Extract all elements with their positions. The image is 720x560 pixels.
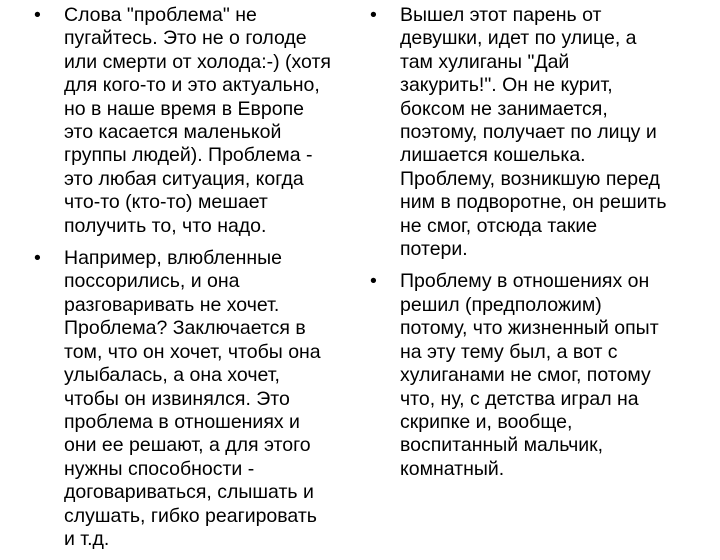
text-line: на эту тему был, а вот с [400, 340, 618, 363]
text-line: чтобы он извинялся. Это [64, 387, 290, 410]
text-line: разговаривать не хочет. [64, 293, 280, 316]
text-line: поссорились, и она [64, 270, 240, 293]
text-line: ним в подворотне, он решить [400, 191, 667, 214]
text-line: том, что он хочет, чтобы она [64, 340, 321, 363]
text-line: это любая ситуация, когда [64, 167, 304, 190]
text-line: не смог, отсюда такие [400, 214, 598, 237]
text-line: воспитанный мальчик, [400, 434, 604, 457]
left-column [34, 4, 352, 560]
text-line: проблема в отношениях и [64, 410, 300, 433]
text-line: что, ну, с детства играл на [400, 387, 639, 410]
right-bullet-item-2 [370, 270, 710, 481]
bullet-icon: • [370, 270, 377, 293]
text-line: комнатный. [400, 457, 505, 480]
text-line: хулиганами не смог, потому [400, 364, 651, 387]
right-column [370, 4, 710, 490]
text-line: скрипке и, вообще, [400, 410, 573, 433]
bullet-icon: • [34, 4, 41, 26]
text-line: они ее решают, а для этого [64, 434, 311, 457]
text-line: решил (предположим) [400, 293, 602, 316]
text-line: группы людей). Проблема - [64, 144, 313, 167]
text-line: договариваться, слышать и [64, 481, 314, 504]
bullet-icon: • [34, 247, 41, 270]
text-line: для кого-то и это актуально, [64, 74, 320, 97]
text-line: улыбалась, а она хочет, [64, 364, 280, 387]
text-line: нужны способности - [64, 457, 255, 480]
text-line: и т.д. [64, 527, 110, 550]
text-line: боксом не занимается, [400, 97, 608, 120]
text-line: Например, влюбленные [64, 247, 282, 270]
text-line: это касается маленькой [64, 121, 282, 144]
text-line: слушать, гибко реагировать [64, 504, 317, 527]
text-line: потери. [400, 238, 468, 261]
bullet-icon: • [370, 4, 377, 26]
text-line: там хулиганы "Дай [400, 50, 570, 73]
left-bullet-item-2 [34, 247, 352, 551]
text-line: пугайтесь. Это не о голоде [64, 27, 307, 50]
left-bullet-item-1 [34, 4, 352, 238]
text-line: девушки, идет по улице, а [400, 27, 637, 50]
text-line: Вышел этот парень от [400, 4, 602, 26]
text-line: поэтому, получает по лицу и [400, 121, 657, 144]
text-line: закурить!". Он не курит, [400, 74, 613, 97]
text-line: Проблему, возникшую перед [400, 167, 660, 190]
text-line: но в наше время в Европе [64, 97, 304, 120]
right-bullet-item-1 [370, 4, 710, 261]
text-line: Проблему в отношениях он [400, 270, 650, 293]
text-line: получить то, что надо. [64, 214, 267, 237]
text-line: Слова "проблема" не [64, 4, 257, 26]
text-line: лишается кошелька. [400, 144, 586, 167]
text-line: что-то (кто-то) мешает [64, 191, 268, 214]
text-line: потому, что жизненный опыт [400, 317, 659, 340]
text-line: Проблема? Заключается в [64, 317, 306, 340]
text-line: или смерти от холода:-) (хотя [64, 50, 331, 73]
